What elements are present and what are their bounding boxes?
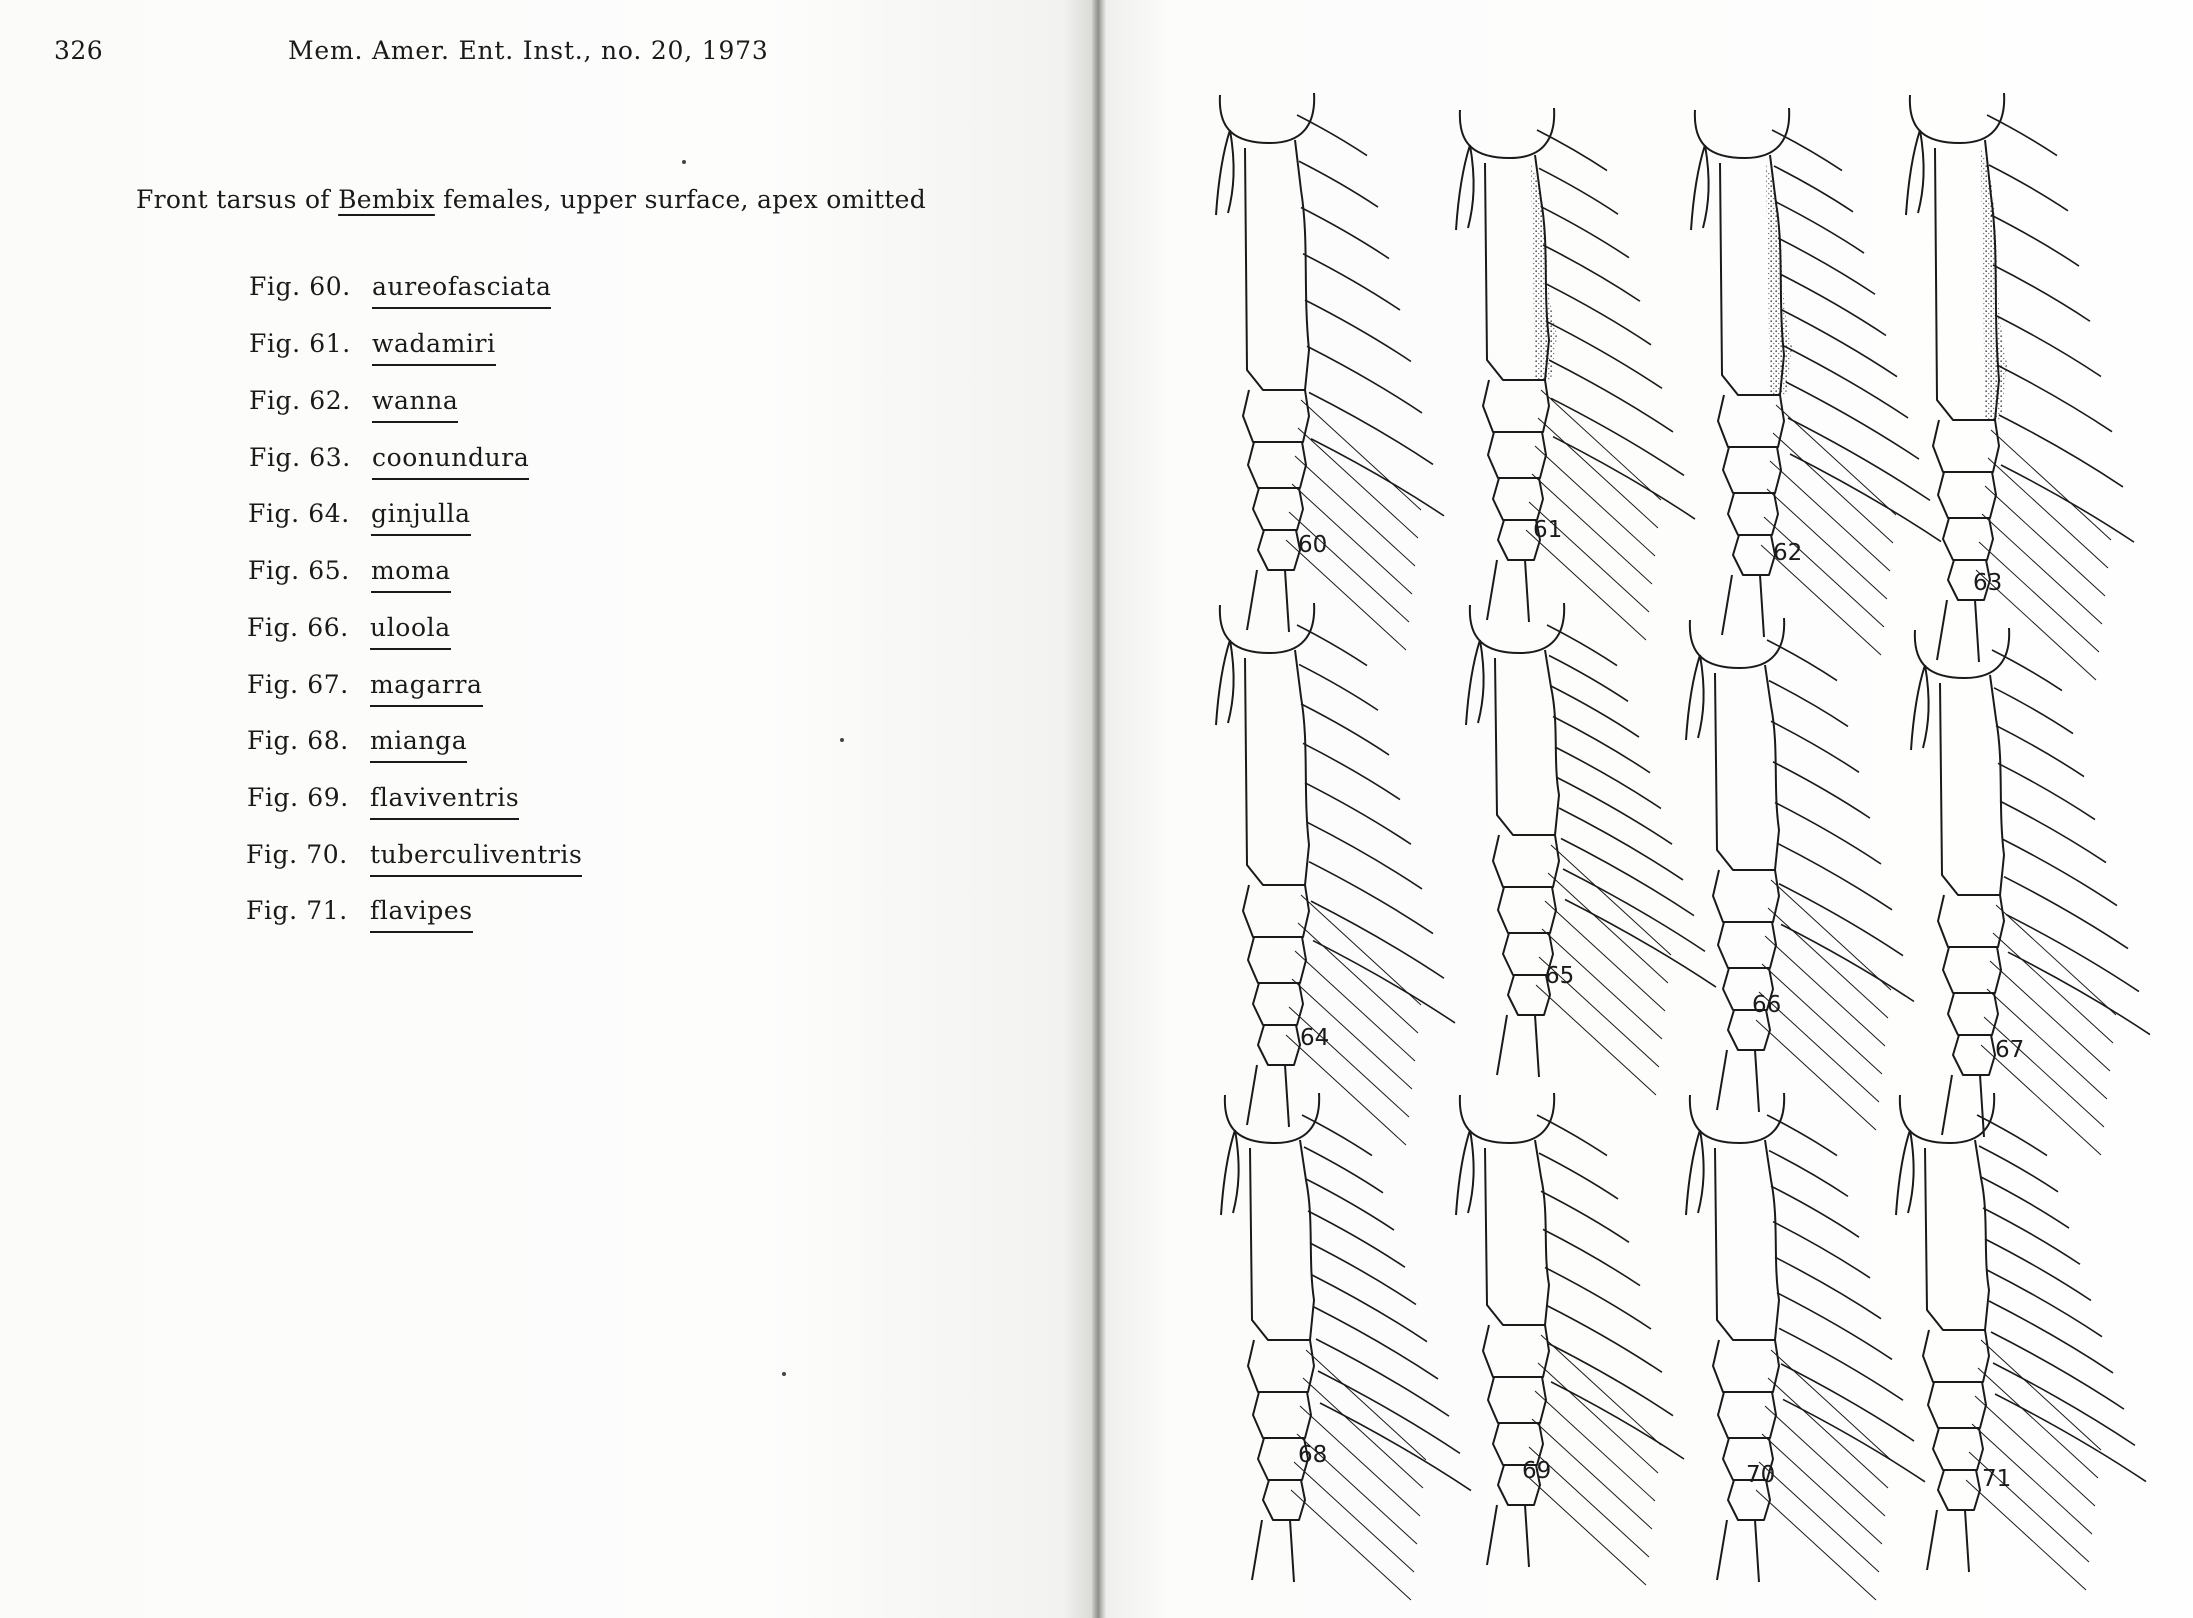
species-name: ginjulla bbox=[371, 499, 471, 536]
running-head: Mem. Amer. Ent. Inst., no. 20, 1973 bbox=[288, 36, 769, 65]
tarsus-illustration bbox=[1221, 1093, 1471, 1600]
figure-label: Fig. 65. bbox=[248, 556, 350, 585]
species-name: aureofasciata bbox=[372, 272, 551, 309]
species-name: tuberculiventris bbox=[370, 840, 582, 877]
figure-numbers bbox=[1298, 517, 2024, 1492]
figure-number-label: 68 bbox=[1298, 1442, 1328, 1468]
figure-label: Fig. 70. bbox=[246, 840, 348, 869]
figure-label: Fig. 60. bbox=[249, 272, 351, 301]
species-name: flavipes bbox=[370, 896, 473, 933]
figure-label: Fig. 66. bbox=[247, 613, 349, 642]
figure-number-label: 66 bbox=[1752, 992, 1782, 1018]
figure-label: Fig. 62. bbox=[249, 386, 351, 415]
species-name: flaviventris bbox=[370, 783, 519, 820]
page-number: 326 bbox=[54, 36, 104, 65]
tarsus-drawings bbox=[1216, 93, 2150, 1600]
tarsus-illustration bbox=[1686, 618, 1914, 1130]
species-name: uloola bbox=[370, 613, 451, 650]
tarsus-illustration bbox=[1911, 628, 2150, 1155]
figure-label: Fig. 67. bbox=[247, 670, 349, 699]
species-name: wanna bbox=[372, 386, 458, 423]
figure-number-label: 62 bbox=[1773, 540, 1803, 566]
tarsus-illustration bbox=[1216, 93, 1444, 650]
species-name: moma bbox=[371, 556, 451, 593]
figure-label: Fig. 71. bbox=[246, 896, 348, 925]
species-name: wadamiri bbox=[372, 329, 496, 366]
figure-number-label: 60 bbox=[1298, 532, 1328, 558]
tarsus-illustration bbox=[1906, 93, 2134, 680]
tarsus-illustration bbox=[1456, 108, 1695, 640]
figure-label: Fig. 64. bbox=[248, 499, 350, 528]
figure-number-label: 67 bbox=[1995, 1037, 2025, 1063]
species-name: magarra bbox=[370, 670, 483, 707]
tarsus-illustration bbox=[1686, 1093, 1925, 1600]
tarsus-illustration bbox=[1216, 603, 1455, 1145]
tarsus-illustration bbox=[1896, 1093, 2146, 1590]
tarsus-illustration bbox=[1691, 108, 1941, 655]
figure-label: Fig. 61. bbox=[249, 329, 351, 358]
figure-label: Fig. 63. bbox=[249, 443, 351, 472]
caption-text-after: females, upper surface, apex omitted bbox=[434, 185, 927, 214]
tarsus-illustration bbox=[1466, 603, 1716, 1095]
figure-label: Fig. 69. bbox=[247, 783, 349, 812]
figure-number-label: 65 bbox=[1545, 963, 1575, 989]
figure-number-label: 63 bbox=[1973, 570, 2003, 596]
figure-number-label: 70 bbox=[1746, 1462, 1776, 1488]
figure-number-label: 61 bbox=[1533, 517, 1563, 543]
species-name: coonundura bbox=[372, 443, 529, 480]
tarsus-illustration bbox=[1456, 1093, 1684, 1585]
figure-number-label: 69 bbox=[1522, 1458, 1552, 1484]
species-name: mianga bbox=[370, 726, 467, 763]
figure-number-label: 64 bbox=[1300, 1025, 1330, 1051]
figure-label: Fig. 68. bbox=[247, 726, 349, 755]
figure-number-label: 71 bbox=[1982, 1466, 2012, 1492]
caption-genus: Bembix bbox=[338, 185, 435, 214]
caption-text-before: Front tarsus of bbox=[136, 185, 339, 214]
